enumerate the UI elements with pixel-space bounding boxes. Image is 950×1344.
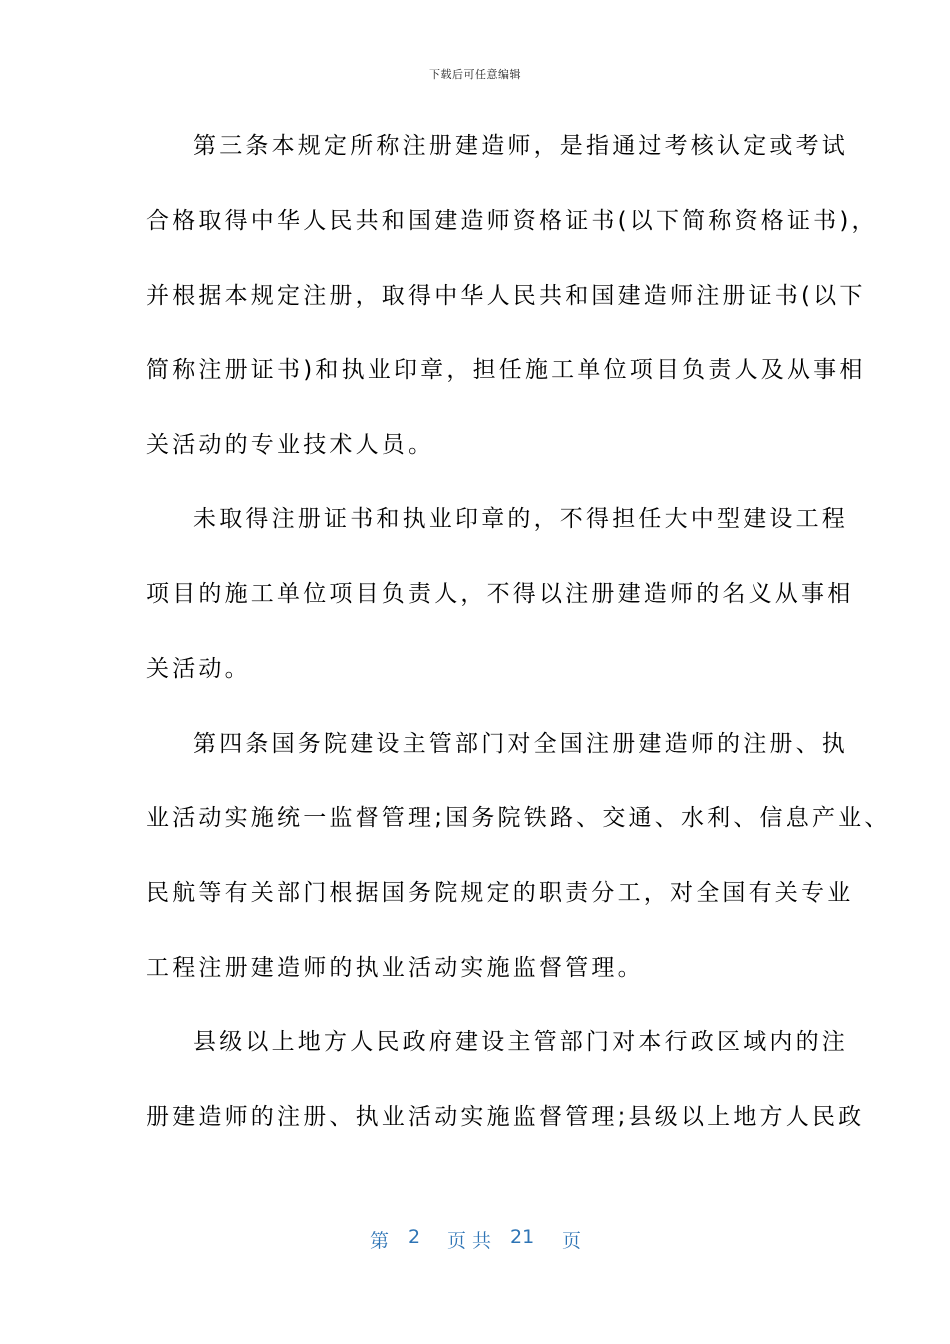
page-header-note: 下载后可任意编辑	[429, 68, 521, 81]
footer-page-suffix: 页	[562, 1230, 582, 1252]
footer-page-number: 2	[408, 1226, 421, 1248]
footer-page-total: 21	[510, 1226, 535, 1248]
paragraph-line: 关活动的专业技术人员。	[146, 432, 435, 458]
paragraph-line: 简称注册证书)和执业印章，担任施工单位项目负责人及从事相	[146, 357, 866, 383]
paragraph-line: 工程注册建造师的执业活动实施监督管理。	[146, 955, 644, 981]
footer-page-prefix: 第	[370, 1230, 390, 1252]
paragraph-line: 关活动。	[146, 656, 251, 682]
footer-page-middle: 页 共	[447, 1230, 492, 1252]
paragraph-line: 册建造师的注册、执业活动实施监督管理;县级以上地方人民政	[146, 1104, 865, 1130]
paragraph-line: 并根据本规定注册，取得中华人民共和国建造师注册证书(以下	[146, 283, 866, 309]
paragraph-line: 合格取得中华人民共和国建造师资格证书(以下简称资格证书)，	[146, 208, 878, 234]
paragraph-line: 县级以上地方人民政府建设主管部门对本行政区域内的注	[193, 1029, 848, 1055]
paragraph-line: 业活动实施统一监督管理;国务院铁路、交通、水利、信息产业、	[146, 805, 891, 831]
paragraph-line: 未取得注册证书和执业印章的，不得担任大中型建设工程	[193, 506, 848, 532]
paragraph-line: 项目的施工单位项目负责人，不得以注册建造师的名义从事相	[146, 581, 854, 607]
paragraph-line: 第四条国务院建设主管部门对全国注册建造师的注册、执	[193, 731, 848, 757]
paragraph-line: 第三条本规定所称注册建造师，是指通过考核认定或考试	[193, 133, 848, 159]
paragraph-line: 民航等有关部门根据国务院规定的职责分工，对全国有关专业	[146, 880, 854, 906]
